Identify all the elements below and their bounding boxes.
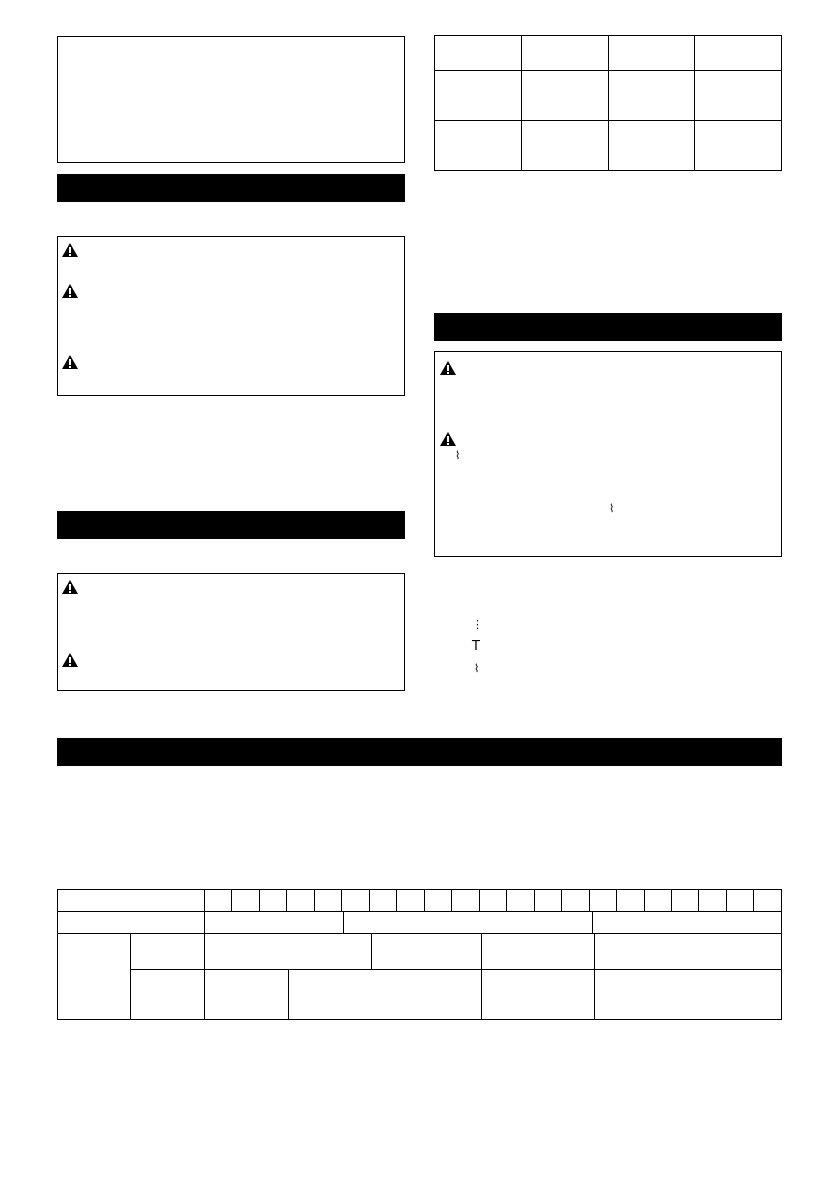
table-row: [57, 911, 782, 934]
spec-table-bottom: [57, 889, 782, 1019]
spec-table-right: [434, 35, 782, 171]
warning-box-2: [57, 573, 405, 691]
warning-triangle-icon: [440, 432, 456, 446]
screw-icon: ⌇: [455, 449, 461, 462]
screw-icon: ⌇: [609, 502, 615, 515]
warning-triangle-icon: [62, 653, 78, 667]
table-row: [57, 933, 782, 1020]
warning-triangle-icon: [440, 361, 456, 375]
warning-box-3: [434, 351, 782, 557]
table-row: [435, 121, 782, 171]
section-heading-bar-1: [57, 174, 405, 202]
warning-box-1: [57, 236, 405, 396]
warning-triangle-icon: [62, 355, 78, 369]
section-heading-bar-2: [57, 511, 405, 539]
section-heading-bar-3: [434, 313, 782, 341]
table-row: [57, 889, 782, 912]
warning-triangle-icon: [62, 284, 78, 298]
table-row: [435, 36, 782, 71]
warning-triangle-icon: [62, 580, 78, 594]
hammer-icon: T: [472, 639, 480, 654]
table-row: [435, 71, 782, 121]
screw-icon: ⌇: [474, 662, 480, 675]
notice-box: [57, 36, 405, 163]
drill-icon: ⋮: [472, 618, 483, 631]
warning-triangle-icon: [62, 243, 78, 257]
section-heading-bar-4: [57, 738, 782, 766]
